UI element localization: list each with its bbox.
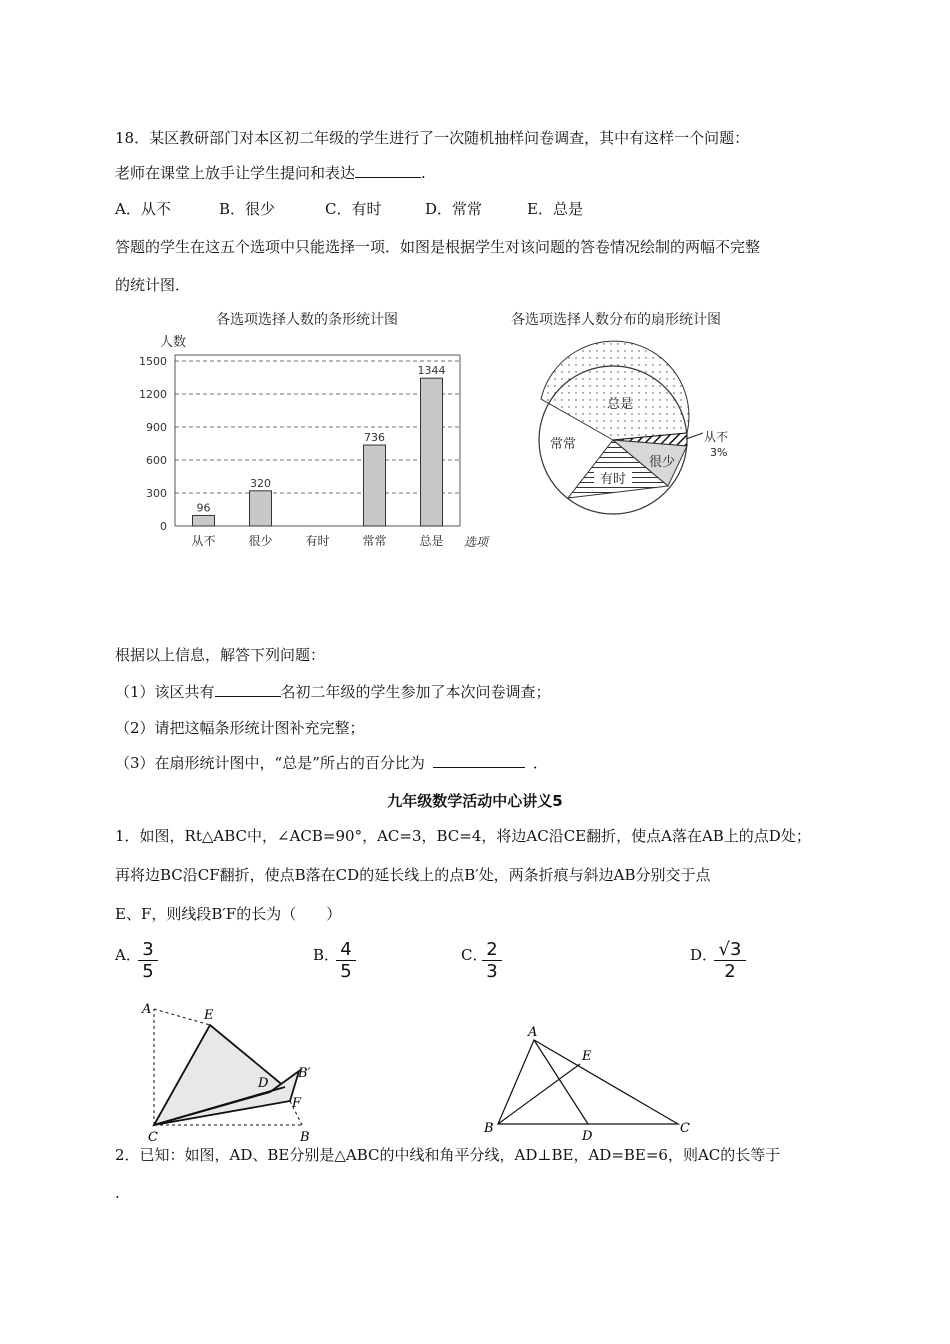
q18-options: [115, 199, 583, 219]
bar-category-label: 很少: [248, 534, 273, 548]
q1-option-d-fraction[interactable]: [714, 940, 746, 983]
bar-ytick-label: 300: [146, 487, 167, 500]
q18-blank[interactable]: [355, 163, 421, 178]
q1-option-c-num: 2: [482, 940, 502, 961]
fig1-label-a: A: [142, 1002, 152, 1017]
q18-line2: [115, 163, 426, 183]
pie-annotation-value: 3%: [710, 446, 728, 459]
q1-option-b-fraction[interactable]: [336, 940, 356, 983]
bar-chart-title: 各选项选择人数的条形统计图: [216, 312, 398, 328]
fig2-label-d: D: [582, 1129, 593, 1144]
bar-chart-ylabel: 人数: [160, 335, 187, 350]
pie-chart-title: 各选项选择人数分布的扇形统计图: [511, 312, 721, 328]
bar-value-label: 1344: [417, 364, 446, 378]
section-title: 九年级数学活动中心讲义5: [387, 792, 563, 810]
q1-option-b-label: B．: [313, 946, 340, 964]
q18-sub3-end: ．: [532, 754, 548, 772]
bar-value-label: 320: [250, 476, 271, 490]
q18-option-b: B．很少: [219, 200, 276, 218]
q1-option-d-den: 2: [724, 961, 736, 982]
bar-category-label: 总是: [419, 534, 444, 548]
pie-label-zongshi: 总是: [606, 397, 634, 412]
q1-option-a-fraction[interactable]: [138, 940, 158, 983]
bar-ytick-label: 0: [160, 520, 167, 533]
bar-category-label: 有时: [305, 534, 330, 548]
fig1-label-f: F: [292, 1096, 302, 1111]
q1-figure-fold: [130, 995, 330, 1150]
fig2-label-a: A: [528, 1025, 538, 1040]
fig2-label-c: C: [680, 1121, 690, 1136]
fig1-label-bprime: B′: [298, 1066, 311, 1081]
q1-option-d-num: √3: [714, 940, 746, 961]
bar-value-label: 96: [196, 501, 211, 515]
q18-sub1: [115, 682, 551, 702]
pie-label-youshi: 有时: [599, 472, 627, 487]
pie-label-henshao: 很少: [648, 455, 676, 470]
bar-chart-xlabel: 选项: [464, 535, 489, 549]
q18-sub1-blank[interactable]: [215, 682, 281, 697]
q18-sub3-blank[interactable]: [433, 753, 525, 768]
q1-line2: 再将边BC沿CF翻折，使点B落在CD的延长线上的点B′处，两条折痕与斜边AB分别交于点: [115, 866, 711, 884]
fig2-label-b: B: [484, 1121, 494, 1136]
bar-mark: [250, 491, 272, 526]
q1-option-b-den: 5: [340, 961, 352, 982]
q1-line1: 1．如图，Rt△ABC中，∠ACB=90°，AC=3，BC=4，将边AC沿CE翻折，使点A落在AB上的点D处；: [115, 827, 811, 845]
bar-mark: [364, 445, 386, 526]
pie-chart: [490, 300, 770, 530]
fig1-label-c: C: [148, 1130, 158, 1145]
bar-mark: [193, 515, 215, 526]
q18-option-d: D．常常: [425, 200, 483, 218]
q18-line2-text: 老师在课堂上放手让学生提问和表达: [115, 164, 356, 182]
q18-sub1-end: 名初二年级的学生参加了本次问卷调查；: [280, 683, 551, 701]
bar-category-label: 从不: [191, 534, 216, 548]
q2-line2: .: [115, 1184, 120, 1202]
pie-annotation-label: 从不: [704, 430, 729, 444]
bar-value-label: 736: [364, 431, 385, 445]
q2-figure-triangle: [478, 1020, 708, 1145]
q1-line3: E、F，则线段B′F的长为（ ）: [115, 905, 342, 923]
q18-line2-end: .: [421, 164, 426, 182]
bar-ytick-label: 600: [146, 454, 167, 467]
q1-option-c-den: 3: [486, 961, 498, 982]
q2-line1: 2．已知：如图，AD、BE分别是△ABC的中线和角平分线，AD⊥BE，AD=BE=6，则AC的长等于: [115, 1146, 781, 1164]
q1-option-d-label: D．: [690, 946, 718, 964]
q18-sub3: [115, 753, 548, 773]
bar-chart: [120, 300, 510, 560]
q18-sub1-text: （1）该区共有: [115, 683, 215, 701]
bar-ytick-label: 1200: [139, 388, 167, 401]
q1-option-a-num: 3: [138, 940, 158, 961]
q18-line4: 答题的学生在这五个选项中只能选择一项．如图是根据学生对该问题的答卷情况绘制的两幅不完整: [115, 238, 761, 256]
q18-option-c: C．有时: [325, 200, 382, 218]
fig2-label-e: E: [582, 1049, 592, 1064]
q18-sub3-text: （3）在扇形统计图中，“总是”所占的百分比为: [115, 754, 425, 772]
q1-option-c-label: C．: [461, 946, 488, 964]
pie-label-changchang: 常常: [549, 437, 577, 452]
q1-option-b-num: 4: [336, 940, 356, 961]
q18-intro: 根据以上信息，解答下列问题：: [115, 646, 326, 664]
q18-line1: 18．某区教研部门对本区初二年级的学生进行了一次随机抽样问卷调查，其中有这样一个问题：: [115, 129, 750, 147]
q1-option-a-label: A．: [115, 946, 141, 964]
q1-option-a-den: 5: [142, 961, 154, 982]
q18-option-a: A．从不: [115, 200, 171, 218]
q18-option-e: E．总是: [527, 200, 583, 218]
bar-category-label: 常常: [362, 534, 387, 548]
fig1-label-e: E: [204, 1008, 214, 1023]
bar-ytick-label: 900: [146, 421, 167, 434]
q18-line5: 的统计图．: [115, 276, 191, 294]
q1-option-c-fraction[interactable]: [482, 940, 502, 983]
fig1-label-b: B: [300, 1130, 310, 1145]
bar-mark: [421, 378, 443, 526]
fig1-label-d: D: [258, 1076, 269, 1091]
q18-sub2: （2）请把这幅条形统计图补充完整；: [115, 719, 365, 737]
bar-ytick-label: 1500: [139, 355, 167, 368]
